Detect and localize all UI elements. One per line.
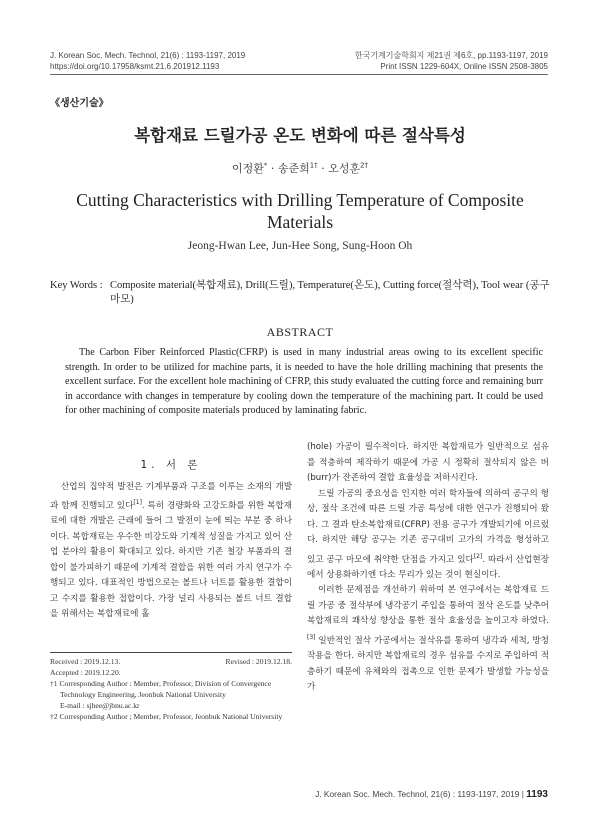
english-title — [60, 189, 540, 233]
dates-row — [50, 656, 292, 667]
author-1-mark: * — [263, 161, 268, 170]
footnote-divider — [50, 652, 292, 653]
author-1: 이정환 — [231, 162, 264, 175]
left-column — [50, 458, 292, 623]
author-2-mark: 1† — [309, 161, 318, 170]
footer-citation: J. Korean Soc. Mech. Technol, 21(6) : 1193-1197, 2019 | — [315, 789, 527, 799]
paragraph — [307, 487, 549, 584]
paragraph — [307, 583, 549, 695]
journal-citation-header — [50, 50, 245, 72]
paragraph-text: . 특히 경량화와 고강도화를 위한 복합재료에 대한 개발은 근래에 들어 그 발전이 눈에 띄는 부분 중 하나이다. 복합재료는 우수한 비강도와 기계적 성질을 가지고 있어 산업 분야의 활용이 확대되고 있다. 하지만 기존 철강 부품과의 결합이 불가피하기 때문에 기계적 결합을 위한 여러 가지 연구가 수행되고 있다. 대표적인 방법으로는 볼트나 너트를 활용한 결합이고 수지를 활용한 접합이다. 가장 널리 사용되는 볼트 너트 결합을 위해서는 복합재료에 홀 — [50, 500, 292, 620]
paragraph-text: 드릴 가공의 중요성을 인지한 여러 학자들에 의하여 공구의 형상, 절삭 조건에 따른 드릴 가공 특성에 대한 연구가 진행되어 왔다. 그 결과 탄소복합재료(CFRP) 전용 공구가 개발되기에 이르렀다. 하지만 해당 공구는 기존 공구대비 고가의 가격을 형성하고 있고 공구 마모에 취약한 단점을 가지고 있다 — [307, 488, 549, 565]
accepted-date: Accepted : 2019.12.20. — [50, 668, 121, 677]
received-date: Received : 2019.12.13. — [50, 657, 121, 666]
right-column — [307, 440, 549, 696]
citation-ref[interactable]: [3] — [307, 633, 316, 641]
author-3-mark: 2† — [360, 161, 369, 170]
journal-info-header — [355, 50, 548, 72]
doi-link[interactable]: https://doi.org/10.17958/ksmt.21.6.201912.1193 — [50, 62, 220, 71]
korean-authors — [0, 160, 600, 176]
keywords-label: Key Words : — [50, 280, 103, 291]
paragraph-text: . 따라서 산업현장에서 상용화하기엔 다소 무리가 있는 것이 현실이다. — [307, 554, 549, 580]
page-footer — [315, 789, 548, 800]
korean-citation-line: 한국기계기술학회지 제21권 제6호, pp.1193-1197, 2019 — [354, 51, 548, 60]
section-heading: 1. 서 론 — [140, 459, 202, 471]
issn-line: Print ISSN 1229-604X, Online ISSN 2508-3805 — [380, 62, 548, 71]
paragraph-text: 이러한 문제점을 개선하기 위하여 본 연구에서는 복합재료 드릴 가공 중 절삭부에 냉각공기 주입을 통하여 절삭 온도를 낮추어 복합재료의 쾌삭성 향상을 통한 절삭 효율성을 높이고자 하였다. — [307, 585, 549, 627]
citation-ref[interactable]: [2] — [473, 552, 483, 560]
english-title-line: Cutting Characteristics with Drilling Temperature of Composite — [76, 190, 524, 210]
paragraph: (hole) 가공이 필수적이다. 하지만 복합재료가 일반적으로 섬유를 적층하여 제작하기 때문에 가공 시 정확히 절삭되지 않은 버(burr)가 잔존하여 결합 효율성을 저하시킨다. — [307, 442, 549, 483]
korean-title: 복합재료 드릴가공 온도 변화에 따른 절삭특성 — [134, 126, 466, 145]
english-authors: Jeong-Hwan Lee, Jun-Hee Song, Sung-Hoon Oh — [187, 240, 413, 252]
corresponding-author-1: †1 Corresponding Author : Member, Professor, Division of Convergence Technology Engineering, Jeonbuk National University — [50, 679, 272, 699]
page-number: 1193 — [526, 789, 548, 800]
revised-date: Revised : 2019.12.18. — [225, 657, 292, 666]
abstract-text: The Carbon Fiber Reinforced Plastic(CFRP) is used in many industrial areas owing to its excellent specific strength. In order to be utilized for machine parts, it is needed to have the hole drilling machining that presents the excellent surface. For the excellent hole machining of CFRP, this study evaluated the cutting force and remaining burr in accordance with changes in temperature by cooling down the temperature of the machining part. It could be used for other machining of composite materials produced by laminating fabric. — [65, 347, 543, 416]
paragraph — [50, 480, 292, 623]
paragraph-text: 일반적인 절삭 가공에서는 절삭유를 통하여 냉각과 세척, 방청 작용을 한다. 하지만 복합재료의 경우 섬유를 수지로 주입하여 적층하기 때문에 유체와의 접촉으로 인한 문제가 발생할 가능성을 가 — [307, 635, 549, 693]
footnotes — [50, 656, 292, 722]
citation-line: J. Korean Soc. Mech. Technol, 21(6) : 1193-1197, 2019 — [50, 51, 246, 60]
abstract-heading: ABSTRACT — [266, 325, 334, 339]
keywords-text: Composite material(복합재료), Drill(드릴), Temperature(온도), Cutting force(절삭력), Tool wear (공구마모) — [110, 280, 550, 305]
header-divider — [50, 74, 548, 75]
author-2: 송준희 — [277, 162, 310, 175]
author-email[interactable]: E-mail : sjhee@jbnu.ac.kr — [60, 701, 140, 710]
paragraph-text: 산업의 집약적 발전은 기계부품과 구조를 이루는 소재의 개발과 함께 진행되고 있다 — [50, 481, 292, 511]
corresponding-author-2: †2 Corresponding Author ; Member, Professor, Jeonbuk National University — [50, 712, 283, 721]
section-tag: 《생산기술》 — [50, 98, 109, 109]
citation-ref[interactable]: [1] — [133, 499, 142, 506]
author-separator: · — [267, 162, 278, 175]
author-3: 오성훈 — [328, 162, 361, 175]
author-separator: · — [317, 162, 329, 175]
english-title-line: Materials — [266, 212, 334, 232]
